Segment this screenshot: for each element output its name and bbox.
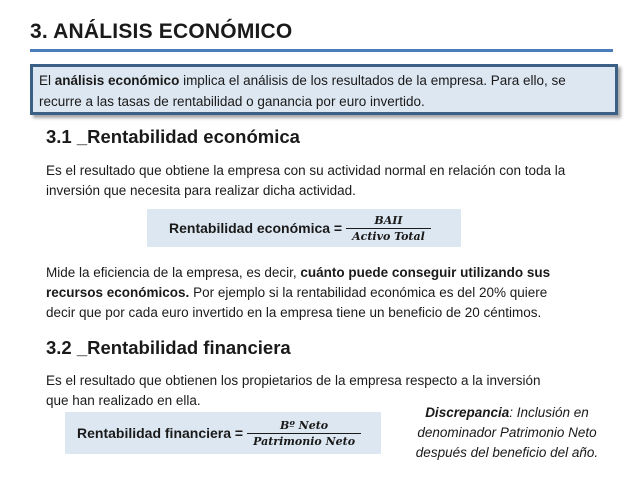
intro-line-1 (39, 70, 609, 91)
formula-2-fraction (247, 418, 361, 449)
s1-p2-line-3: decir que por cada euro invertido en la empresa tiene un beneficio de 20 céntimos. (46, 305, 542, 320)
title-underline (30, 49, 613, 52)
intro-line-2: recurre a las tasas de rentabilidad o ganancia por euro invertido. (39, 94, 425, 109)
page-title: 3. ANÁLISIS ECONÓMICO (30, 20, 293, 43)
formula-rentabilidad-financiera (65, 412, 381, 454)
s1-p2-bold-2: recursos económicos. (46, 285, 190, 300)
s1-p2-bold-1: cuánto puede conseguir utilizando sus (300, 265, 551, 280)
s2-p1-line-2: que han realizado en ella. (46, 393, 201, 408)
s1-p1-line-2: inversión que necesita para realizar dicha actividad. (46, 183, 356, 198)
section-1-paragraph-1 (46, 161, 626, 201)
note-line-1 (393, 403, 621, 423)
formula-2-denominator: Patrimonio Neto (253, 434, 356, 448)
formula-rentabilidad-economica (147, 209, 461, 247)
section-1-paragraph-2 (46, 263, 631, 323)
formula-2-label: Rentabilidad financiera = (77, 425, 244, 441)
s1-p2-post: Por ejemplo si la rentabilidad económica es del 20% quiere (189, 285, 548, 300)
formula-1-label: Rentabilidad económica = (169, 220, 343, 236)
s1-p2-line-2 (46, 283, 631, 303)
note-bold: Discrepancia (425, 405, 510, 420)
s1-p1-line-1: Es el resultado que obtiene la empresa con su actividad normal en relación con toda la (46, 163, 566, 178)
formula-1-fraction (346, 213, 431, 244)
section-2-heading: 3.2 _Rentabilidad financiera (46, 337, 291, 358)
intro-post: implica el análisis de los resultados de la empresa. Para ello, se (179, 73, 566, 88)
discrepancy-note (393, 403, 621, 463)
s1-p2-line-1 (46, 263, 631, 283)
intro-pre: El (39, 73, 55, 88)
s2-p1-line-1: Es el resultado que obtienen los propietarios de la empresa respecto a la inversión (46, 373, 541, 388)
section-1-heading: 3.1 _Rentabilidad económica (46, 126, 300, 147)
intro-box (30, 64, 618, 115)
intro-bold: análisis económico (54, 73, 180, 88)
note-line-2: denominador Patrimonio Neto (417, 425, 597, 440)
formula-2-numerator: Bº Neto (280, 418, 329, 432)
formula-1-numerator: BAII (374, 213, 403, 227)
s1-p2-pre: Mide la eficiencia de la empresa, es decir, (46, 265, 301, 280)
formula-1-denominator: Activo Total (352, 229, 425, 243)
note-line-3: después del beneficio del año. (415, 445, 599, 460)
note-text-1: : Inclusión en (509, 405, 589, 420)
